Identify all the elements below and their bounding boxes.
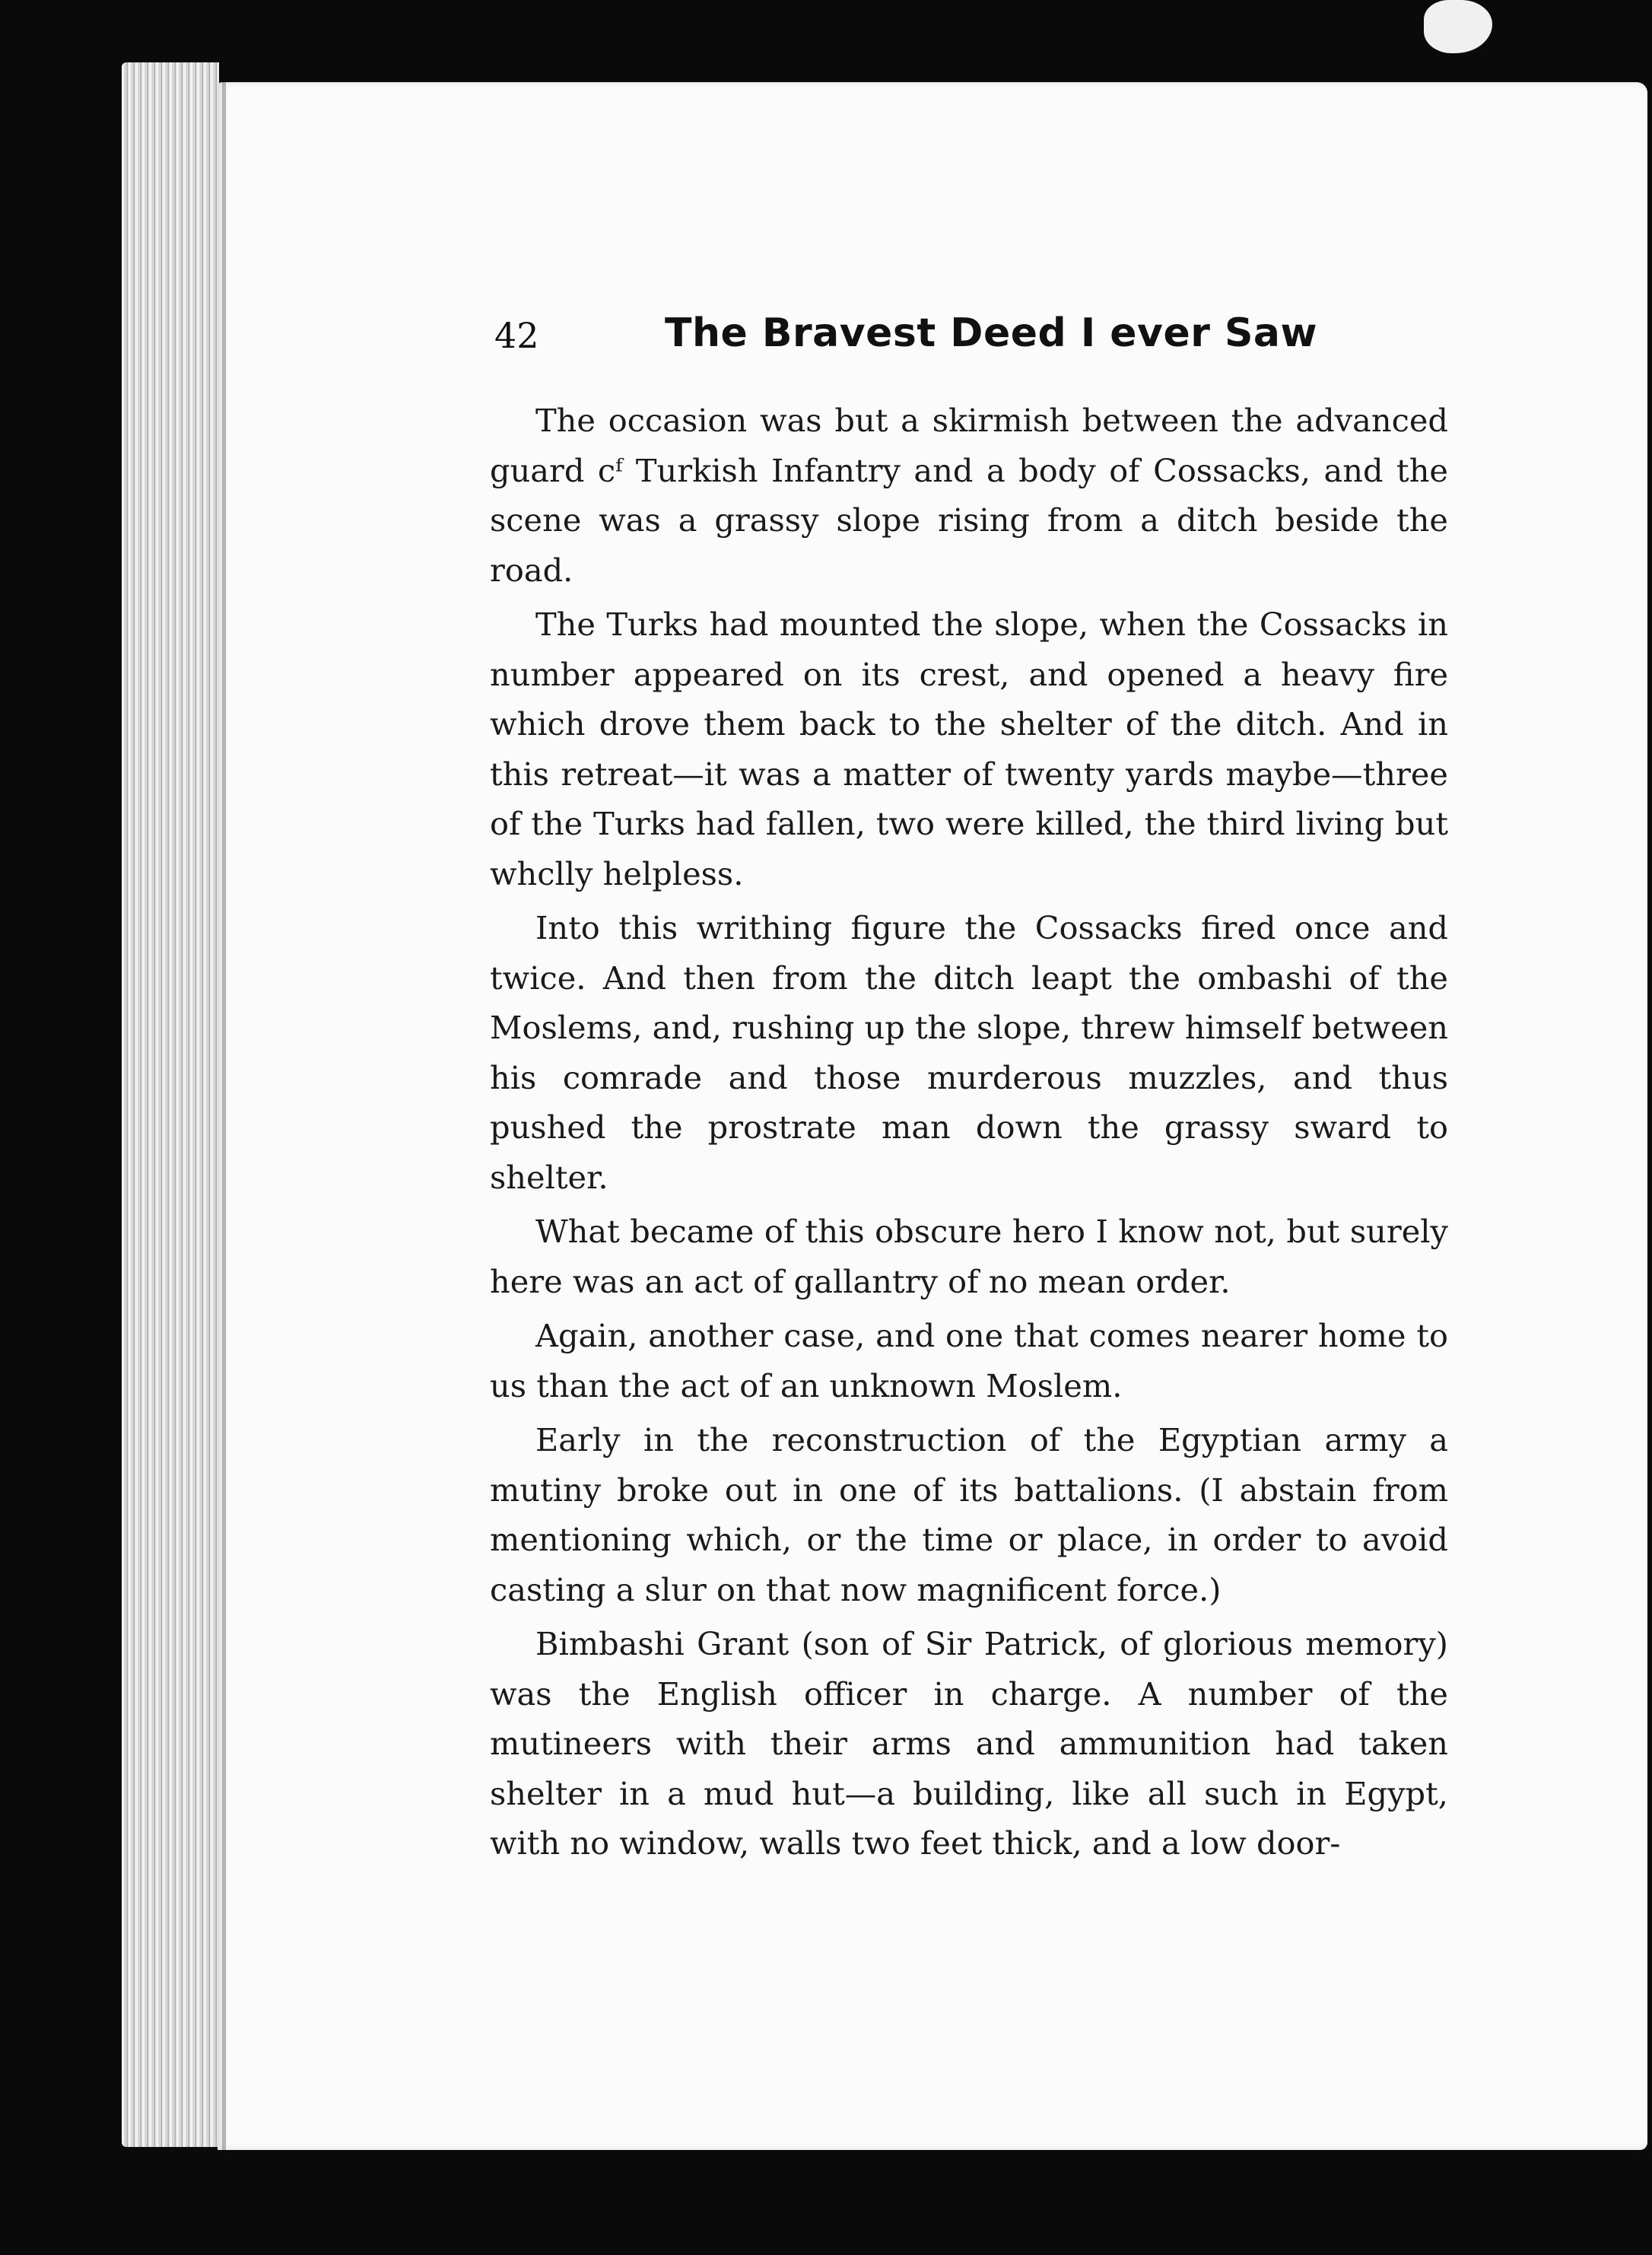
paragraph-2: The Turks had mounted the slope, when the Cossacks in number appeared on its crest, and opened a heavy fire which drove them back to the shelter of the ditch. And in this retreat—it was a matter of twenty yards maybe—three of the Turks had fallen, two were killed, the third living but whclly helpless.: [490, 606, 1448, 892]
paragraph-5: Again, another case, and one that comes nearer home to us than the act of an unknown Moslem.: [490, 1317, 1448, 1404]
paragraph-7: Bimbashi Grant (son of Sir Patrick, of glorious memory) was the English officer in charge. A number of the mutineers with their arms and ammunition had taken shelter in a mud hut—a building, like all such in Egypt, with no window, walls two feet thick, and a low door-: [490, 1625, 1448, 1862]
page-number: 42: [494, 315, 539, 356]
body-text: [490, 396, 1448, 1869]
running-title: The Bravest Deed I ever Saw: [665, 310, 1318, 356]
paragraph-1: The occasion was but a skirmish between the advanced guard cᶠ Turkish Infantry and a body of Cossacks, and the scene was a grassy slope rising from a ditch beside the road.: [490, 402, 1448, 589]
running-head: [494, 310, 1506, 364]
paper-stain: [1424, 0, 1492, 53]
paragraph-6: Early in the reconstruction of the Egyptian army a mutiny broke out in one of its battalions. (I abstain from mentioning which, or the time or place, in order to avoid casting a slur on that now magnificent force.): [490, 1421, 1448, 1608]
book-page-edges: [122, 62, 219, 2147]
paragraph-3: Into this writhing figure the Cossacks fired once and twice. And then from the ditch leapt the ombashi of the Moslems, and, rushing up the slope, threw himself between his comrade and those murderous muzzles, and thus pushed the prostrate man down the grassy sward to shelter.: [490, 909, 1448, 1196]
gutter-shadow: [222, 82, 226, 2150]
paragraph-4: What became of this obscure hero I know not, but surely here was an act of gallantry of no mean order.: [490, 1213, 1448, 1300]
